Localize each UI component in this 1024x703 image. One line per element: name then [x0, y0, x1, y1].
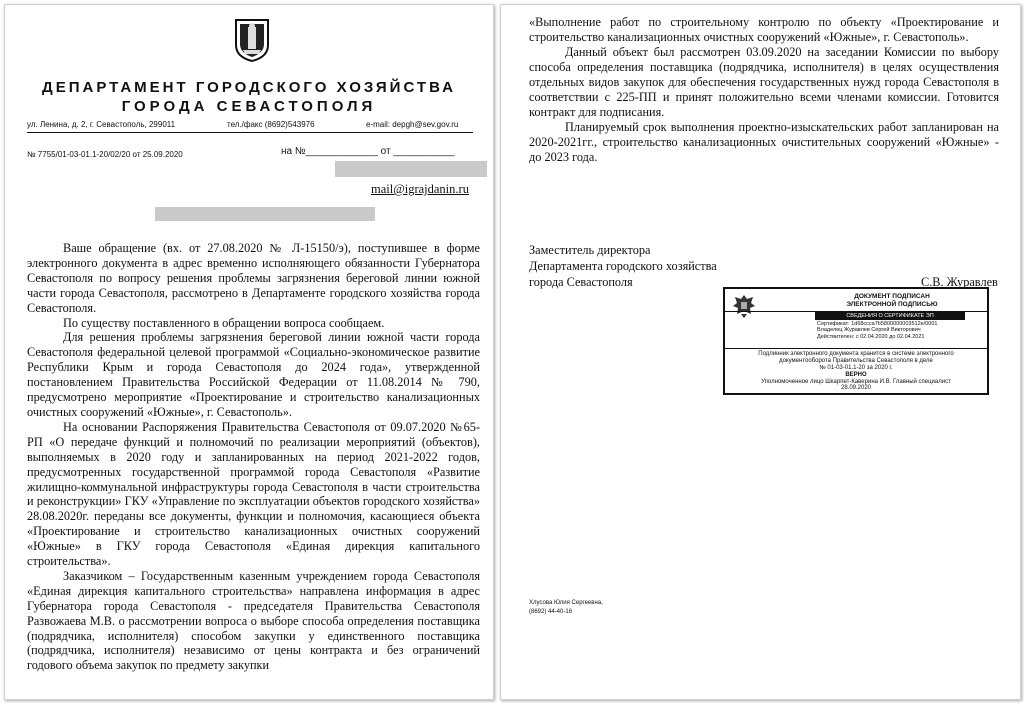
letter-page-1: [4, 4, 494, 700]
department-email: e-mail: depgh@sev.gov.ru: [366, 120, 459, 129]
stamp-header-line-2: ЭЛЕКТРОННОЙ ПОДПИСЬЮ: [846, 301, 938, 308]
executor-phone: (8692) 44-40-16: [529, 609, 573, 615]
department-phone: тел./факс (8692)543976: [227, 120, 315, 129]
redacted-recipient-name: [335, 161, 487, 177]
certificate-number: Сертификат: 1d68ccca7b5800000003512e/0001: [817, 321, 938, 327]
electronic-signature-stamp: [723, 287, 989, 395]
certificate-details: [817, 321, 937, 340]
certificate-validity: Действителен: с 02.04.2020 до 02.04.2021: [817, 333, 925, 340]
department-address: ул. Ленина, д. 2, г. Севастополь, 299011: [27, 120, 176, 129]
stamp-note-line-1: Подлинник электронного документа хранится в системе электронного: [758, 351, 954, 357]
department-name-line-2: ГОРОДА СЕВАСТОПОЛЯ: [121, 98, 377, 115]
signer-title-line-2: Департамента городского хозяйства: [529, 259, 717, 273]
paragraph-3: Для решения проблемы загрязнения береговой линии южной части города Севастополя федеральной целевой программой «Социально-экономическое развитие Республики Крым и города Севастополя до 2024 года», утвержденной постановлением Правительства Российской Федерации от 11.08.2014 № 790, предусмотрено мероприятие «Проектирование и строительство канализационных очистных сооружений «Южные», г. Севастополь».: [27, 330, 480, 419]
paragraph-1: Ваше обращение (вх. от 27.08.2020 № Л-15150/э), поступившее в форме электронного документа в адрес временно исполняющего обязанности Губернатора Севастополя по вопросу решения проблемы загрязнения береговой линии южной части города Севастополя, рассмотрено в Департаменте городского хозяйства города Севастополя.: [27, 241, 480, 315]
paragraph-6: «Выполнение работ по строительному контролю по объекту «Проектирование и строительство канализационных очистных сооружений «Южные», г. Севастополь».: [529, 15, 999, 44]
reply-reference: на №_____________ от ___________: [281, 146, 455, 157]
header-divider: [27, 132, 473, 133]
stamp-verno: ВЕРНО: [845, 372, 867, 378]
executor-name: Хлусова Юлия Сергеевна,: [529, 600, 603, 606]
stamp-note-line-3: № 01-03-01.1-20 за 2020 г.: [819, 365, 893, 371]
letter-page-2: [500, 4, 1021, 700]
certificate-owner: Владелец Журавлев Сергей Викторович: [817, 327, 921, 334]
stamp-authorized-person: Уполномоченное лицо Шкарпет-Каверина И.В. Главный специалист: [761, 379, 951, 385]
stamp-date: 28.09.2020: [840, 385, 872, 391]
redacted-recipient-address: [155, 207, 375, 221]
outgoing-number: № 7755/01-03-01.1-20/02/20 от 25.09.2020: [27, 150, 183, 159]
sevastopol-coat-of-arms-icon: [233, 17, 271, 63]
stamp-note-line-2: документооборота Правительства Севастополя в деле: [779, 358, 933, 364]
letter-body-page-2: [529, 15, 999, 165]
department-name-line-1: ДЕПАРТАМЕНТ ГОРОДСКОГО ХОЗЯЙСТВА: [42, 79, 456, 96]
stamp-header-line-1: ДОКУМЕНТ ПОДПИСАН: [854, 293, 930, 300]
paragraph-4: На основании Распоряжения Правительства Севастополя от 09.07.2020 №65-РП «О передаче функций и полномочий по реализации мероприятий (объектов), выполняемых в 2020 году и запланированных на период 2021-2022 годов, предусмотренных государственной программой города Севастополя «Развитие жилищно-коммунальной инфраструктуры города Севастополя в части строительства и реконструкции» ГКУ «Управление по эксплуатации объектов городского хозяйства» 28.08.2020г. переданы все документы, функции и полномочия, касающиеся объекта «Проектирование и строительство канализационных очистных сооружений «Южные» в ГКУ города Севастополя «Единая дирекция капитального строительства».: [27, 419, 480, 569]
letter-body-page-1: [27, 241, 480, 673]
paragraph-8: Планируемый срок выполнения проектно-изыскательских работ запланирован на 2020-2021гг., строительство канализационных очистительных сооружений «Южные» - до 2023 года.: [529, 120, 999, 164]
signer-title-line-1: Заместитель директора: [529, 243, 651, 257]
signer-title-line-3: города Севастополя: [529, 275, 633, 289]
paragraph-2: По существу поставленного в обращении вопроса сообщаем.: [63, 315, 385, 330]
paragraph-5: Заказчиком – Государственным казенным учреждением города Севастополя «Единая дирекция капитального строительства» направлена информация в адрес Губернатора города Севастополя - председателя Правительства Севастополя Развожаева М.В. о рассмотрении вопроса о выборе способа определения поставщика (подрядчика, исполнителя) способом закупки у единственного поставщика (подрядчика, исполнителя) независимо от цены контракта и без ограничений годового объема закупок по предмету закупки: [27, 568, 480, 673]
paragraph-7: Данный объект был рассмотрен 03.09.2020 на заседании Комиссии по выбору способа определения поставщика (подрядчика, исполнителя) в целях осуществления отдельных видов закупок для обеспечения государственных нужд города Севастополя в соответствии с 225-ПП и принят положительно всеми членами комиссии. Готовится контракт для подписания.: [529, 45, 999, 119]
certificate-title: СВЕДЕНИЯ О СЕРТИФИКАТЕ ЭП: [815, 312, 965, 320]
recipient-email-link[interactable]: mail@igrajdanin.ru: [371, 182, 469, 196]
signer-name: С.В. Журавлев: [921, 275, 998, 289]
